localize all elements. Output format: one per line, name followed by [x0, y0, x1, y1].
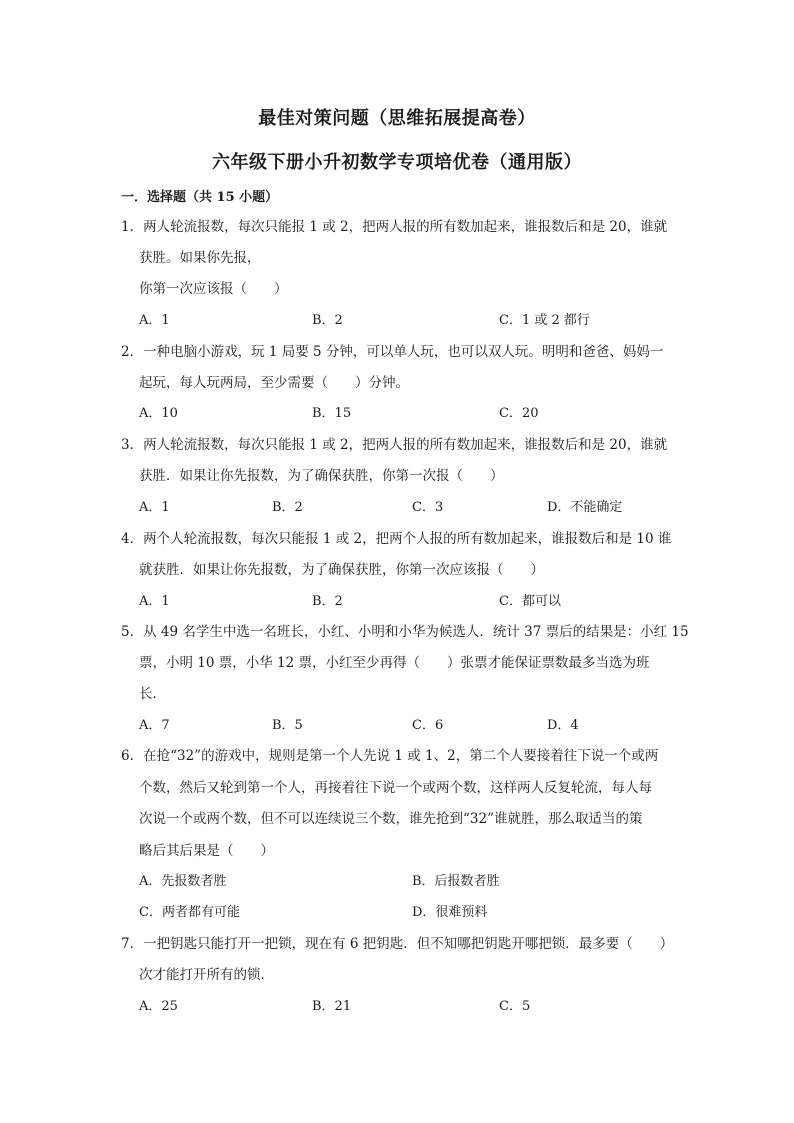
option-d: D．很难预料: [412, 905, 488, 920]
question-text-line: 起玩，每人玩两局，至少需要（ ）分钟。: [139, 375, 409, 391]
option-d: D．不能确定: [547, 500, 623, 515]
section-heading: 一．选择题（共 15 小题）: [121, 190, 279, 205]
question-text-line: 获胜。如果你先报，: [139, 250, 261, 266]
option-b: B．2: [312, 313, 343, 328]
option-b: B．2: [312, 594, 343, 609]
option-d: D．4: [547, 718, 579, 733]
option-c: C．1 或 2 都行: [499, 313, 590, 328]
option-a: A．先报数者胜: [139, 874, 227, 889]
option-c: C．3: [412, 500, 444, 515]
question-text-line: 就获胜．如果让你先报数，为了确保获胜，你第一次应该报（ ）: [139, 562, 544, 578]
option-c: C．20: [499, 406, 539, 421]
question-text-line: 3．两人轮流报数，每次只能报 1 或 2，把两人报的所有数加起来，谁报数后和是 20，谁就: [121, 437, 668, 453]
option-a: A．10: [139, 406, 178, 421]
option-c: C．两者都有可能: [139, 905, 240, 920]
document-title: 最佳对策问题（思维拓展提高卷）: [258, 108, 536, 129]
question-text-line: 个数，然后又轮到第一个人，再接着往下说一个或两个数，这样两人反复轮流，每人每: [139, 780, 652, 796]
question-text-line: 获胜．如果让你先报数，为了确保获胜，你第一次报（ ）: [139, 468, 504, 484]
option-b: B．21: [312, 999, 352, 1014]
question-text-line: 次说一个或两个数，但不可以连续说三个数，谁先抢到“32”谁就胜，那么取适当的策: [139, 811, 643, 827]
question-text-line: 2．一种电脑小游戏，玩 1 局要 5 分钟，可以单人玩，也可以双人玩。明明和爸爸、妈妈一: [121, 344, 664, 360]
option-a: A．25: [139, 999, 178, 1014]
document-subtitle: 六年级下册小升初数学专项培优卷（通用版）: [212, 152, 582, 173]
option-c: C．5: [499, 999, 531, 1014]
question-text-line: 4．两个人轮流报数，每次只能报 1 或 2，把两个人报的所有数加起来，谁报数后和是 10 谁: [121, 531, 672, 547]
option-a: A．1: [139, 500, 170, 515]
option-a: A．7: [139, 718, 170, 733]
option-a: A．1: [139, 594, 170, 609]
option-b: B．5: [272, 718, 303, 733]
question-text-line: 票，小明 10 票，小华 12 票，小红至少再得（ ）张票才能保证票数最多当选为班: [139, 655, 650, 671]
question-text-line: 次才能打开所有的锁．: [139, 967, 274, 983]
option-c: C．6: [412, 718, 444, 733]
option-b: B．后报数者胜: [412, 874, 500, 889]
option-c: C．都可以: [499, 594, 561, 609]
option-a: A．1: [139, 313, 170, 328]
option-b: B．2: [272, 500, 303, 515]
question-text-line: 略后其后果是（ ）: [139, 843, 274, 859]
question-text-line: 7．一把钥匙只能打开一把锁，现在有 6 把钥匙．但不知哪把钥匙开哪把锁．最多要（ ）: [121, 936, 674, 952]
question-text-line: 5．从 49 名学生中选一名班长，小红、小明和小华为候选人．统计 37 票后的结果是：小红 15: [121, 624, 689, 640]
question-text-line: 6．在抢“32”的游戏中，规则是第一个人先说 1 或 1、2，第二个人要接着往下说一个或两: [121, 748, 659, 764]
question-text-line: 1．两人轮流报数，每次只能报 1 或 2，把两人报的所有数加起来，谁报数后和是 20，谁就: [121, 219, 668, 235]
question-text-line: 你第一次应该报（ ）: [139, 281, 288, 297]
option-b: B．15: [312, 406, 352, 421]
question-text-line: 长．: [139, 686, 166, 702]
